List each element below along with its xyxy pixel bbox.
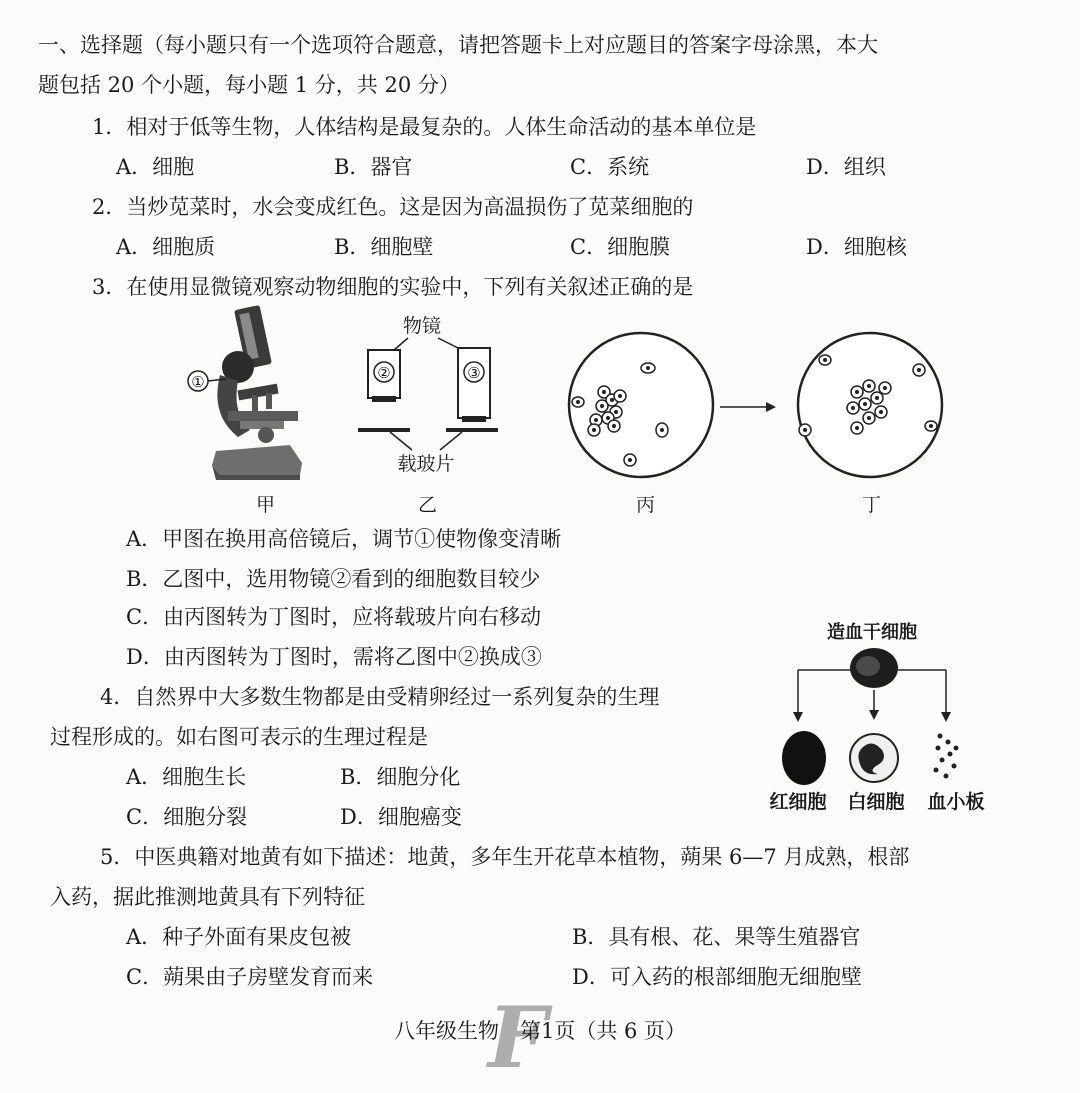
- objective-label: 物镜: [402, 315, 442, 337]
- microscope-figure: [180, 305, 320, 485]
- microscope-label-1: ①: [191, 373, 205, 391]
- q5-option-b: B．具有根、花、果等生殖器官: [572, 925, 861, 949]
- q1-option-d: D．组织: [806, 155, 886, 179]
- q4-option-c: C．细胞分裂: [126, 805, 248, 829]
- q3-option-b: B．乙图中，选用物镜②看到的细胞数目较少: [126, 567, 541, 591]
- field-of-view-bing: [566, 330, 716, 480]
- q2-stem: 2．当炒苋菜时，水会变成红色。这是因为高温损伤了苋菜细胞的: [92, 195, 694, 219]
- red-blood-cell-label: 红细胞: [769, 791, 827, 813]
- stem-cell-label: 造血干细胞: [827, 622, 917, 643]
- q5-option-c: C．蒴果由子房壁发育而来: [126, 965, 374, 989]
- q5-option-d: D．可入药的根部细胞无细胞壁: [572, 965, 862, 989]
- q3-option-d: D．由丙图转为丁图时，需将乙图中②换成③: [126, 645, 542, 669]
- q1-option-a: A．细胞: [116, 155, 195, 179]
- caption-ding: 丁: [862, 494, 882, 516]
- q5-stem-line2: 入药，据此推测地黄具有下列特征: [50, 885, 365, 909]
- page-footer: 八年级生物 第1页（共 6 页）: [393, 1019, 687, 1043]
- slide-label: 载玻片: [397, 453, 455, 475]
- watermark-logo: F: [488, 988, 548, 1087]
- objective-lens-figure: [350, 310, 520, 480]
- q1-option-b: B．器官: [334, 155, 413, 179]
- q1-stem: 1．相对于低等生物，人体结构是最复杂的。人体生命活动的基本单位是: [92, 115, 757, 139]
- platelet-label: 血小板: [927, 791, 985, 813]
- caption-jia: 甲: [256, 494, 276, 516]
- objective-2-label: ②: [377, 364, 391, 382]
- q4-option-b: B．细胞分化: [340, 765, 461, 789]
- q2-option-c: C．细胞膜: [570, 235, 671, 259]
- q4-stem-line1: 4．自然界中大多数生物都是由受精卵经过一系列复杂的生理: [100, 685, 660, 709]
- q4-option-d: D．细胞癌变: [340, 805, 462, 829]
- white-blood-cell-label: 白细胞: [847, 791, 905, 813]
- stem-cell-figure: [760, 618, 1000, 818]
- q2-option-a: A．细胞质: [116, 235, 216, 259]
- field-of-view-ding: [795, 330, 945, 480]
- section-heading-line2: 题包括 20 个小题，每小题 1 分，共 20 分）: [38, 73, 460, 97]
- q2-option-b: B．细胞壁: [334, 235, 434, 259]
- q4-option-a: A．细胞生长: [126, 765, 247, 789]
- q3-option-a: A．甲图在换用高倍镜后，调节①使物像变清晰: [126, 527, 562, 551]
- q5-stem-line1: 5．中医典籍对地黄有如下描述：地黄，多年生开花草本植物，蒴果 6—7 月成熟，根部: [100, 845, 910, 869]
- section-heading-line1: 一、选择题（每小题只有一个选项符合题意，请把答题卡上对应题目的答案字母涂黑，本大: [38, 33, 878, 57]
- objective-3-label: ③: [467, 364, 481, 382]
- q3-option-c: C．由丙图转为丁图时，应将载玻片向右移动: [126, 605, 542, 629]
- q5-option-a: A．种子外面有果皮包被: [126, 925, 352, 949]
- q2-option-d: D．细胞核: [806, 235, 907, 259]
- caption-yi: 乙: [418, 494, 438, 516]
- q1-option-c: C．系统: [570, 155, 650, 179]
- caption-bing: 丙: [636, 494, 656, 516]
- q3-stem: 3．在使用显微镜观察动物细胞的实验中，下列有关叙述正确的是: [92, 275, 694, 299]
- transition-arrow: [718, 400, 778, 414]
- red-blood-cell-icon: [782, 731, 826, 785]
- platelets-icon: [934, 734, 959, 779]
- q4-stem-line2: 过程形成的。如右图可表示的生理过程是: [50, 725, 428, 749]
